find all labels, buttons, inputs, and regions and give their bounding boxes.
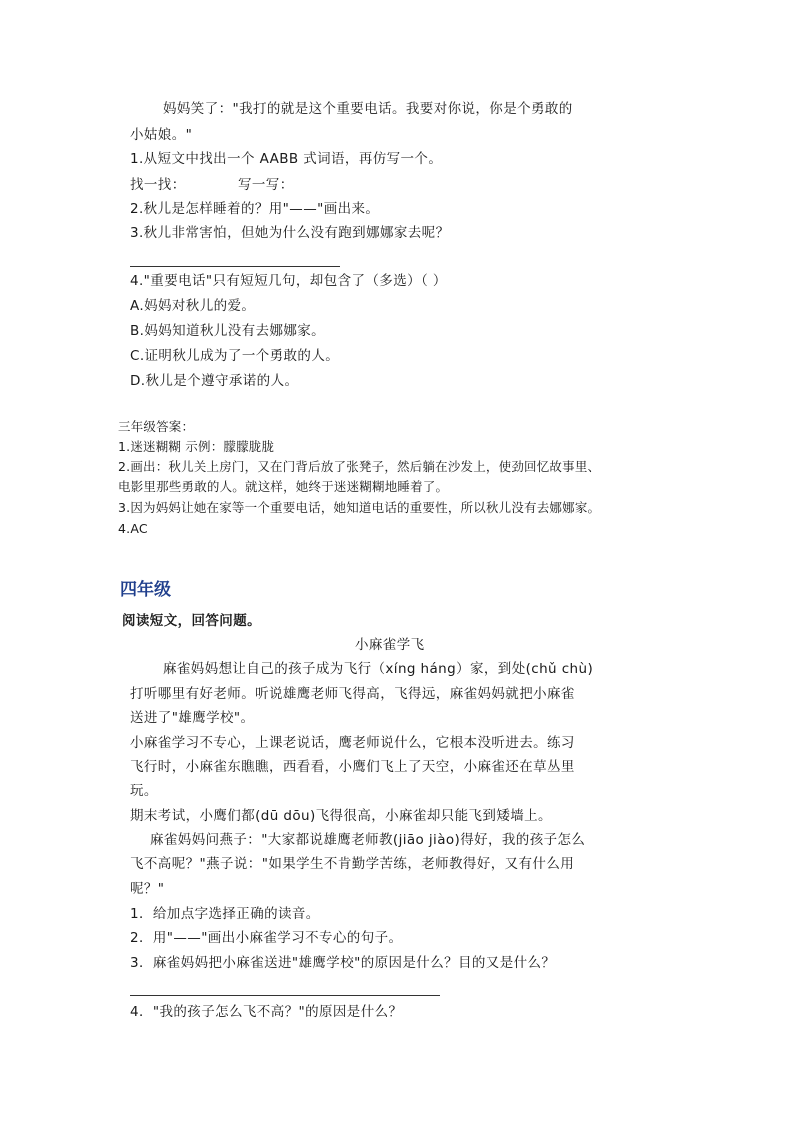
story-text-line: 妈妈笑了："我打的就是这个重要电话。我要对你说，你是个勇敢的 [163, 101, 573, 117]
paragraph-line: 呢？" [130, 881, 165, 897]
paragraph-line: 小麻雀学习不专心，上课老说话，鹰老师说什么，它根本没听进去。练习 [130, 735, 575, 751]
answer-line-text: 2.画出：秋儿关上房门，又在门背后放了张凳子，然后躺在沙发上，使劲回忆故事里、 [118, 459, 601, 474]
question-1-find-label: 找一找： [130, 177, 186, 193]
question-3: 3.秋儿非常害怕，但她为什么没有跑到娜娜家去呢？ [130, 225, 450, 241]
option-d: D.秋儿是个遵守承诺的人。 [130, 373, 299, 389]
paragraph-line: 麻雀妈妈想让自己的孩子成为飞行（xíng háng）家，到处(chǔ chù) [163, 661, 594, 677]
paragraph-line: 玩。 [130, 783, 158, 799]
paragraph-line: 送进了"雄鹰学校"。 [130, 710, 255, 726]
answer-line [130, 995, 440, 996]
answer-line-text: 电影里那些勇敢的人。就这样，她终于迷迷糊糊地睡着了。 [118, 479, 449, 494]
option-c: C.证明秋儿成为了一个勇敢的人。 [130, 348, 340, 364]
answer-line-text: 4.AC [118, 521, 148, 536]
answer-line-text: 1.迷迷糊糊 示例：朦朦胧胧 [118, 439, 275, 454]
paragraph-line: 期末考试，小鹰们都(dū dōu)飞得很高，小麻雀却只能飞到矮墙上。 [130, 808, 552, 824]
option-a: A.妈妈对秋儿的爱。 [130, 298, 256, 314]
section-heading: 四年级 [120, 580, 171, 600]
question-4: 4."重要电话"只有短短几句，却包含了（多选）（ ） [130, 273, 447, 289]
question-3: 3．麻雀妈妈把小麻雀送进"雄鹰学校"的原因是什么？目的又是什么？ [130, 955, 556, 971]
paragraph-line: 麻雀妈妈问燕子："大家都说雄鹰老师教(jiāo jiào)得好，我的孩子怎么 [150, 832, 586, 848]
question-1: 1．给加点字选择正确的读音。 [130, 906, 320, 922]
question-4: 4．"我的孩子怎么飞不高？"的原因是什么？ [130, 1004, 403, 1020]
question-1-write-label: 写一写： [238, 177, 294, 193]
story-title: 小麻雀学飞 [355, 637, 425, 653]
paragraph-line: 飞不高呢？"燕子说："如果学生不肯勤学苦练，老师教得好，又有什么用 [130, 856, 575, 872]
question-2: 2.秋儿是怎样睡着的？用"——"画出来。 [130, 201, 380, 217]
reading-instruction: 阅读短文，回答问题。 [122, 613, 261, 629]
story-text-line: 小姑娘。" [130, 127, 193, 143]
paragraph-line: 打听哪里有好老师。听说雄鹰老师飞得高，飞得远，麻雀妈妈就把小麻雀 [130, 686, 575, 702]
option-b: B.妈妈知道秋儿没有去娜娜家。 [130, 323, 326, 339]
question-1: 1.从短文中找出一个 AABB 式词语，再仿写一个。 [130, 151, 443, 167]
paragraph-line: 飞行时，小麻雀东瞧瞧，西看看，小鹰们飞上了天空，小麻雀还在草丛里 [130, 759, 575, 775]
answers-title: 三年级答案： [118, 419, 195, 434]
answer-line-text: 3.因为妈妈让她在家等一个重要电话，她知道电话的重要性，所以秋儿没有去娜娜家。 [118, 500, 601, 515]
answer-line [130, 266, 340, 267]
question-2: 2．用"——"画出小麻雀学习不专心的句子。 [130, 930, 403, 946]
